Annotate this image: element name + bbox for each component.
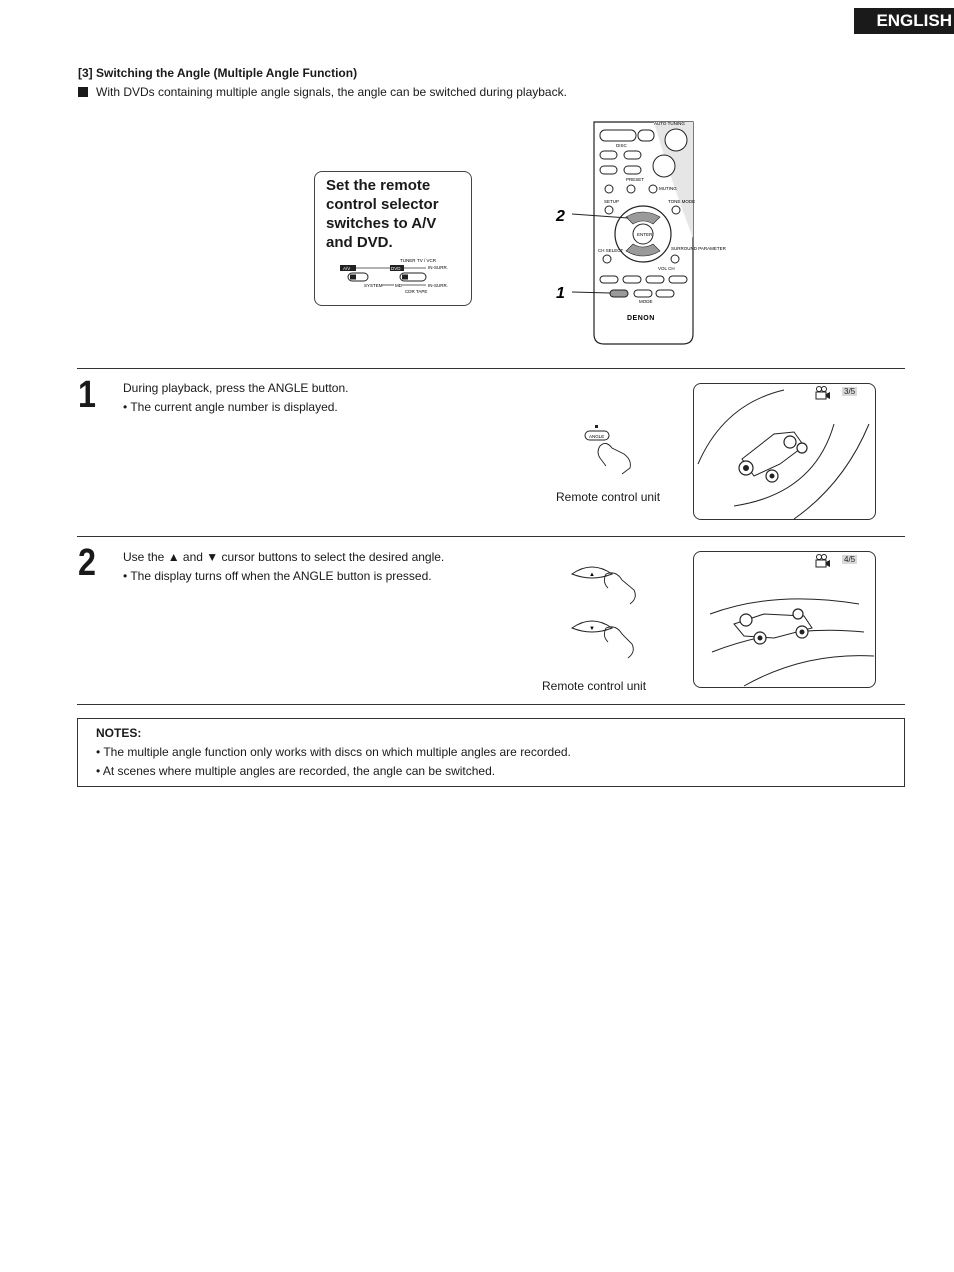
remote-callout-2: 2 — [556, 208, 565, 225]
remote-brand-logo: DENON — [627, 315, 655, 322]
pointing-hand-icon — [604, 573, 635, 604]
step-1-bullet: • The current angle number is displayed. — [123, 400, 338, 414]
label-tone-mode: TONE MODE — [668, 199, 696, 204]
step-2-text — [123, 548, 444, 586]
label-mode: MODE — [639, 299, 653, 304]
label-preset: PRESET — [626, 177, 645, 182]
angle-button-label: ANGLE — [589, 434, 605, 439]
step-2-number: 2 — [78, 542, 96, 584]
step-1-text — [123, 379, 348, 417]
label-system: SYSTEM — [364, 283, 383, 288]
pointing-hand-icon — [598, 443, 630, 474]
divider — [77, 368, 905, 369]
label-av: A/V — [343, 266, 351, 271]
label-dvd: DVD — [391, 266, 401, 271]
remote-angle-button[interactable] — [610, 290, 628, 297]
divider — [77, 536, 905, 537]
label-vol-ch: VOL CH — [658, 266, 675, 271]
remote-round-button-top[interactable] — [665, 129, 687, 151]
label-tape: TAPE — [416, 289, 428, 294]
step-2-angle-readout: 4/5 — [844, 555, 856, 564]
step-2-caption: Remote control unit — [542, 679, 647, 693]
step-2-bullet: • The display turns off when the ANGLE button is pressed. — [123, 569, 432, 583]
label-ch-select: CH SELECT — [598, 248, 624, 253]
cursor-press-illustration — [566, 560, 646, 660]
step-1-caption: Remote control unit — [556, 490, 661, 504]
intro-line — [78, 85, 567, 99]
intro-text: With DVDs containing multiple angle signals, the angle can be switched during playback. — [96, 85, 567, 99]
remote-control-illustration — [550, 118, 726, 348]
notes-title: NOTES: — [96, 726, 142, 740]
remote-rewind-button[interactable] — [600, 166, 617, 174]
remote-skip-forward-button[interactable] — [624, 151, 641, 159]
label-enter: ENTER — [637, 232, 653, 237]
step-1-instruction: During playback, press the ANGLE button. — [123, 381, 349, 395]
label-tv-vcr: TV / VCR — [417, 258, 437, 263]
label-in-surr-top: IN-SURR. — [428, 265, 448, 270]
square-bullet-icon — [78, 87, 88, 97]
remote-stop-button[interactable] — [638, 130, 654, 141]
remote-callout-1: 1 — [556, 285, 565, 302]
step-1-number: 1 — [78, 374, 96, 416]
remote-skip-back-button[interactable] — [600, 151, 617, 159]
race-car-scene-1 — [694, 384, 877, 521]
divider — [77, 704, 905, 705]
label-surround-parameter: SURROUND PARAMETER — [671, 246, 726, 251]
step-1-angle-readout: 3/5 — [844, 387, 856, 396]
race-car-scene-2 — [694, 552, 877, 689]
selector-panel-title: Set the remote control selector switches to A/V and DVD. — [326, 177, 439, 251]
note-item: • The multiple angle function only works with discs on which multiple angles are recorded. — [96, 745, 571, 759]
label-muting: MUTING — [659, 186, 677, 191]
label-cdr: CDR — [405, 289, 415, 294]
label-md: MD — [395, 283, 402, 288]
label-in-surr-bottom: IN-SURR. — [428, 283, 448, 288]
language-tab: ENGLISH — [854, 8, 954, 34]
label-setup: SETUP — [604, 199, 620, 204]
label-auto-tuning: AUTO TUNING — [654, 121, 685, 126]
angle-button-press-illustration — [580, 424, 640, 476]
camera-angle-icon — [814, 554, 832, 568]
step-2-screen — [693, 551, 876, 688]
down-cursor-symbol: ▼ — [589, 626, 595, 632]
label-disc: DISC — [616, 143, 627, 148]
remote-fast-forward-button[interactable] — [624, 166, 641, 174]
remote-play-button[interactable] — [600, 130, 636, 141]
step-1-screen — [693, 383, 876, 520]
selector-switch-diagram — [330, 255, 470, 300]
section-heading: [3] Switching the Angle (Multiple Angle Function) — [78, 66, 358, 80]
pointing-hand-icon — [604, 627, 633, 658]
label-tuner: TUNER — [400, 258, 416, 263]
remote-round-button-bottom[interactable] — [653, 155, 675, 177]
camera-angle-icon — [814, 386, 832, 400]
step-2-instruction: Use the ▲ and ▼ cursor buttons to select the desired angle. — [123, 550, 445, 564]
note-item: • At scenes where multiple angles are recorded, the angle can be switched. — [96, 764, 496, 778]
up-cursor-symbol: ▲ — [589, 572, 595, 578]
